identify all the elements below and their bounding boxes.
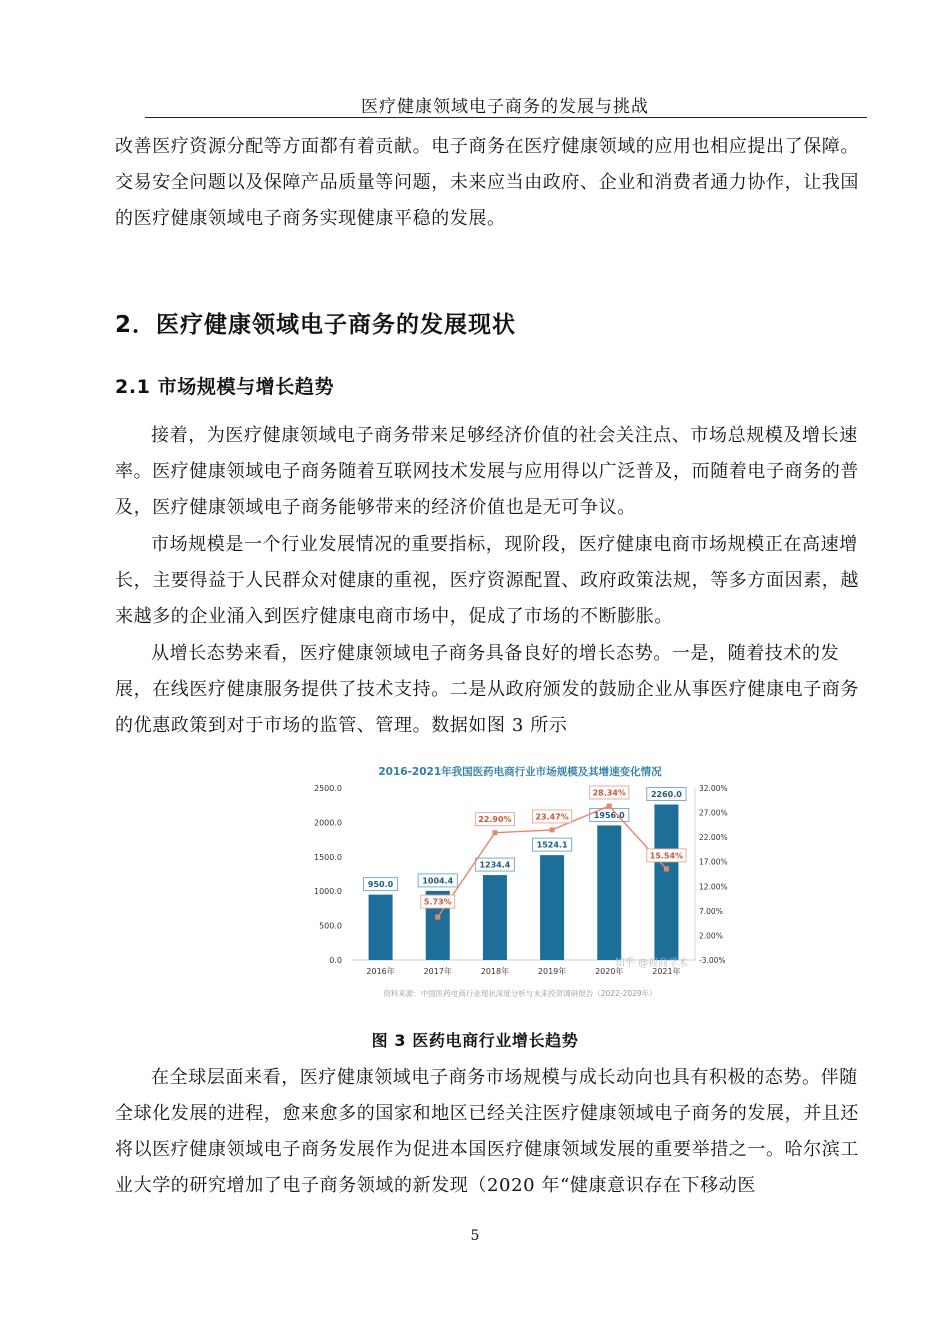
growth-value-label: 5.73% [423,897,452,907]
growth-value-label: 15.54% [649,851,684,861]
bar-value-label: 2260.0 [650,790,682,800]
bar [654,805,678,960]
right-tick-label: 7.00% [699,906,723,916]
bar [483,875,507,960]
x-tick-label: 2020年 [595,967,624,976]
left-tick-label: 1500.0 [314,852,342,862]
growth-point [607,803,612,808]
growth-point [550,827,555,832]
growth-point [492,830,497,835]
paragraph-growth-trend: 从增长态势来看，医疗健康领域电子商务具备良好的增长态势。一是，随着技术的发展，在线医疗健康服务提供了技术支持。二是从政府颁发的鼓励企业从事医疗健康电子商务的优惠政策到对于市场的监管、管理。数据如图 3 所示 [115,643,859,736]
left-tick-label: 1000.0 [314,887,342,897]
bar-value-label: 1956.0 [593,810,625,820]
right-tick-label: 2.00% [699,931,723,941]
bar-value-label: 950.0 [367,880,394,890]
growth-point [664,866,669,871]
x-tick-label: 2019年 [537,967,567,976]
x-tick-label: 2017年 [423,967,452,976]
left-tick-label: 0.0 [329,956,342,965]
page-header-title: 医疗健康领域电子商务的发展与挑战 [361,97,649,117]
right-tick-label: -3.00% [699,956,726,965]
chart-title: 2016-2021年我国医药电商行业市场规模及其增速变化情况 [378,766,662,778]
paragraph-global: 在全球层面来看，医疗健康领域电子商务市场规模与成长动向也具有积极的态势。伴随全球化发展的进程，愈来愈多的国家和地区已经关注医疗健康领域电子商务的发展，并且还将以医疗健康领域电子商务发展作为促进本国医疗健康领域发展的重要举措之一。哈尔滨工业大学的研究增加了电子商务领域的新发现（2020 年“健康意识存在下移动医 [115,1067,859,1196]
x-tick-label: 2018年 [480,967,510,976]
right-tick-label: 32.00% [699,784,728,793]
right-tick-label: 17.00% [699,857,728,867]
figure-chart [300,752,740,1007]
chart-source: 资料来源：中国医药电商行业现状深度分析与未来投资调研报告（2022-2029年） [383,989,657,998]
left-tick-label: 2000.0 [314,818,342,828]
bar [540,855,564,960]
bar [597,825,621,960]
right-tick-label: 12.00% [699,882,728,892]
figure-caption: 图 3 医药电商行业增长趋势 [371,1031,579,1050]
header-rule [145,117,867,118]
chart-watermark: 知乎 @视商学术 [614,958,688,969]
section-heading: 2．医疗健康领域电子商务的发展现状 [115,312,517,338]
growth-value-label: 28.34% [592,788,626,798]
left-tick-label: 2500.0 [314,784,342,793]
left-tick-label: 500.0 [319,921,342,931]
paragraph-market-value: 接着，为医疗健康领域电子商务带来足够经济价值的社会关注点、市场总规模及增长速率。医疗健康领域电子商务随着互联网技术发展与应用得以广泛普及，而随着电子商务的普及，医疗健康领域电子商务能够带来的经济价值也是无可争议。 [115,425,859,518]
growth-point [435,915,440,920]
subsection-heading: 2.1 市场规模与增长趋势 [115,376,335,398]
right-tick-label: 27.00% [699,808,728,818]
bar-value-label: 1004.4 [422,876,454,886]
bar-value-label: 1524.1 [536,840,568,850]
paragraph-intro-continuation: 改善医疗资源分配等方面都有着贡献。电子商务在医疗健康领域的应用也相应提出了保障。交易安全问题以及保障产品质量等问题，未来应当由政府、企业和消费者通力协作，让我国的医疗健康领域电子商务实现健康平稳的发展。 [115,136,859,229]
growth-value-label: 23.47% [535,812,569,822]
page-number: 5 [470,1228,480,1244]
right-tick-label: 22.00% [699,833,728,843]
paragraph-market-size: 市场规模是一个行业发展情况的重要指标，现阶段，医疗健康电商市场规模正在高速增长，主要得益于人民群众对健康的重视，医疗资源配置、政府政策法规，等多方面因素，越来越多的企业涌入到医疗健康电商市场中，促成了市场的不断膨胀。 [115,534,859,627]
growth-value-label: 22.90% [478,815,512,825]
x-tick-label: 2021年 [652,967,681,976]
bar [369,895,393,960]
x-tick-label: 2016年 [366,967,395,976]
bar-value-label: 1234.4 [479,860,511,870]
